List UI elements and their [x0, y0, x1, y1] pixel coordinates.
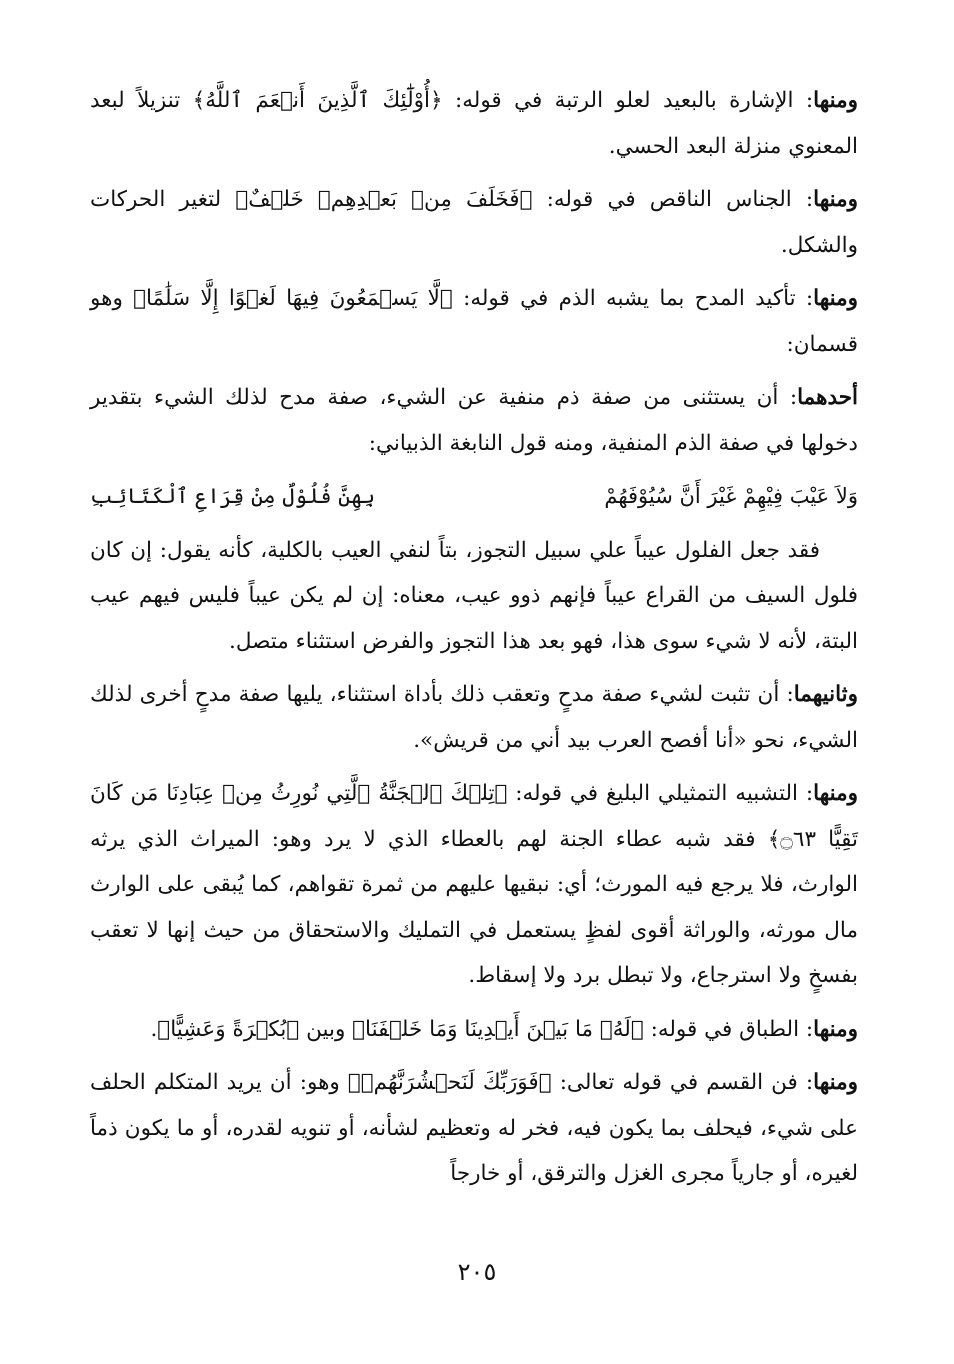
paragraph-second-type [90, 672, 858, 763]
paragraph-text: وهو قسمان: [90, 286, 858, 357]
paragraph-lead: ومنها [813, 1070, 859, 1095]
verse-second-hemistich: بِهِنَّ فُلُوْلٌ مِنْ قِرَاعِ ٱلْكَتَائِبِ [90, 484, 376, 508]
paragraph-text: تنزيلاً لبعد المعنوي منزلة البعد الحسي. [90, 88, 858, 159]
paragraph-tibaq [90, 1007, 858, 1053]
page-number: ٢٠٥ [457, 1258, 497, 1286]
paragraph-lead: أحدهما [797, 385, 858, 410]
paragraph-lead: ومنها [813, 88, 859, 113]
paragraph-text: لتغير الحركات والشكل. [90, 187, 858, 258]
paragraph-first-type [90, 375, 858, 466]
paragraph-text: وهو: أن يريد المتكلم الحلف على شيء، فيحلف بما يكون فيه، فخر له وتعظيم لشأنه، أو تنويه لقدره، أو ما يكون ذماً لغيره، أو جارياً مجرى الغزل والترقق، أو خارجاً [90, 1070, 858, 1186]
quran-quote: ﴿فَوَرَبِّكَ لَنَحۡشُرَنَّهُمۡ﴾ [347, 1070, 552, 1095]
paragraph-tashbih [90, 771, 858, 999]
quran-quote: ﴿لَهُۥ مَا بَيۡنَ أَيۡدِينَا وَمَا خَلۡفَنَا﴾ [352, 1016, 644, 1042]
paragraph-lead: ومنها [813, 187, 858, 212]
quran-quote: ﴿فَخَلَفَ مِنۢ بَعۡدِهِمۡ خَلۡفٌ﴾ [235, 187, 533, 212]
paragraph-lead: ومنها [813, 286, 858, 311]
poetry-verse [90, 474, 858, 520]
paragraph-text: : الإشارة بالبعيد لعلو الرتبة في قوله: [442, 88, 814, 113]
paragraph-text: : الطباق في قوله: [643, 1016, 814, 1042]
quran-quote: ﴿بُكۡرَةً وَعَشِيًّا﴾ [157, 1016, 300, 1042]
verse-first-hemistich: وَلاَ عَيْبَ فِيْهِمْ غَيْرَ أَنَّ سُيُوْفَهُمْ [604, 484, 858, 508]
quran-quote: ﴿أُوْلَٰٓئِكَ ٱلَّذِينَ أَنۡعَمَ ٱللَّهُ﴾ [192, 88, 443, 113]
quran-quote: ﴿تِلۡكَ ٱلۡجَنَّةُ ٱلَّتِي نُورِثُ مِنۡ عِبَادِنَا مَن كَانَ تَقِيًّا ۝٦٣﴾ [90, 781, 858, 852]
paragraph-text: : تأكيد المدح بما يشبه الذم في قوله: [452, 286, 814, 311]
paragraph-text: : الجناس الناقص في قوله: [532, 187, 814, 212]
paragraph-explanation: فقد جعل الفلول عيباً علي سبيل التجوز، بتاً لنفي العيب بالكلية، كأنه يقول: إن كان فلول السيف من القراع عيباً فإنهم ذوو عيب، معناه: إن لم يكن عيباً فليس فيهم عيب البتة، لأنه لا شيء سوى هذا، فهو بعد هذا التجوز والفرض استثناء متصل. [90, 537, 858, 654]
paragraph-text: : أن تثبت لشيء صفة مدحٍ وتعقب ذلك بأداة استثناء، يليها صفة مدحٍ أخرى لذلك الشيء، نحو «أنا أفصح العرب بيد أني من قريش». [90, 682, 858, 753]
page-body [90, 78, 858, 1205]
paragraph-lead: ومنها [813, 781, 858, 806]
paragraph-text: فقد شبه عطاء الجنة لهم بالعطاء الذي لا يرد وهو: الميراث الذي يرثه الوارث، فلا يرجع فيه المورث؛ أي: نبقيها عليهم من ثمرة تقواهم، كما يُبقى على الوارث مال مورثه، والوراثة أقوى لفظٍ يستعمل في التمليك والاستحقاق من حيث إنها لا تعقب بفسخٍ ولا استرجاع، ولا تبطل برد ولا إسقاط. [90, 826, 858, 988]
paragraph-lead: ومنها [813, 1016, 858, 1042]
paragraph-text: : التشبيه التمثيلي البليغ في قوله: [507, 781, 814, 806]
paragraph-text: وبين [299, 1016, 353, 1042]
paragraph-text: : فن القسم في قوله تعالى: [551, 1070, 814, 1095]
paragraph-jinas [90, 177, 858, 268]
paragraph-text: . [150, 1016, 158, 1042]
paragraph-pointing-far [90, 78, 858, 169]
paragraph-qasam [90, 1060, 858, 1197]
paragraph-lead: وثانيهما [793, 682, 858, 707]
paragraph-text: : أن يستثنى من صفة ذم منفية عن الشيء، صفة مدح لذلك الشيء بتقدير دخولها في صفة الذم المنفية، ومنه قول النابغة الذبياني: [90, 385, 858, 456]
quran-quote: ﴿لَّا يَسۡمَعُونَ فِيهَا لَغۡوًا إِلَّا سَلَٰمًا﴾ [133, 286, 453, 311]
paragraph-praise-resembling-blame [90, 276, 858, 367]
